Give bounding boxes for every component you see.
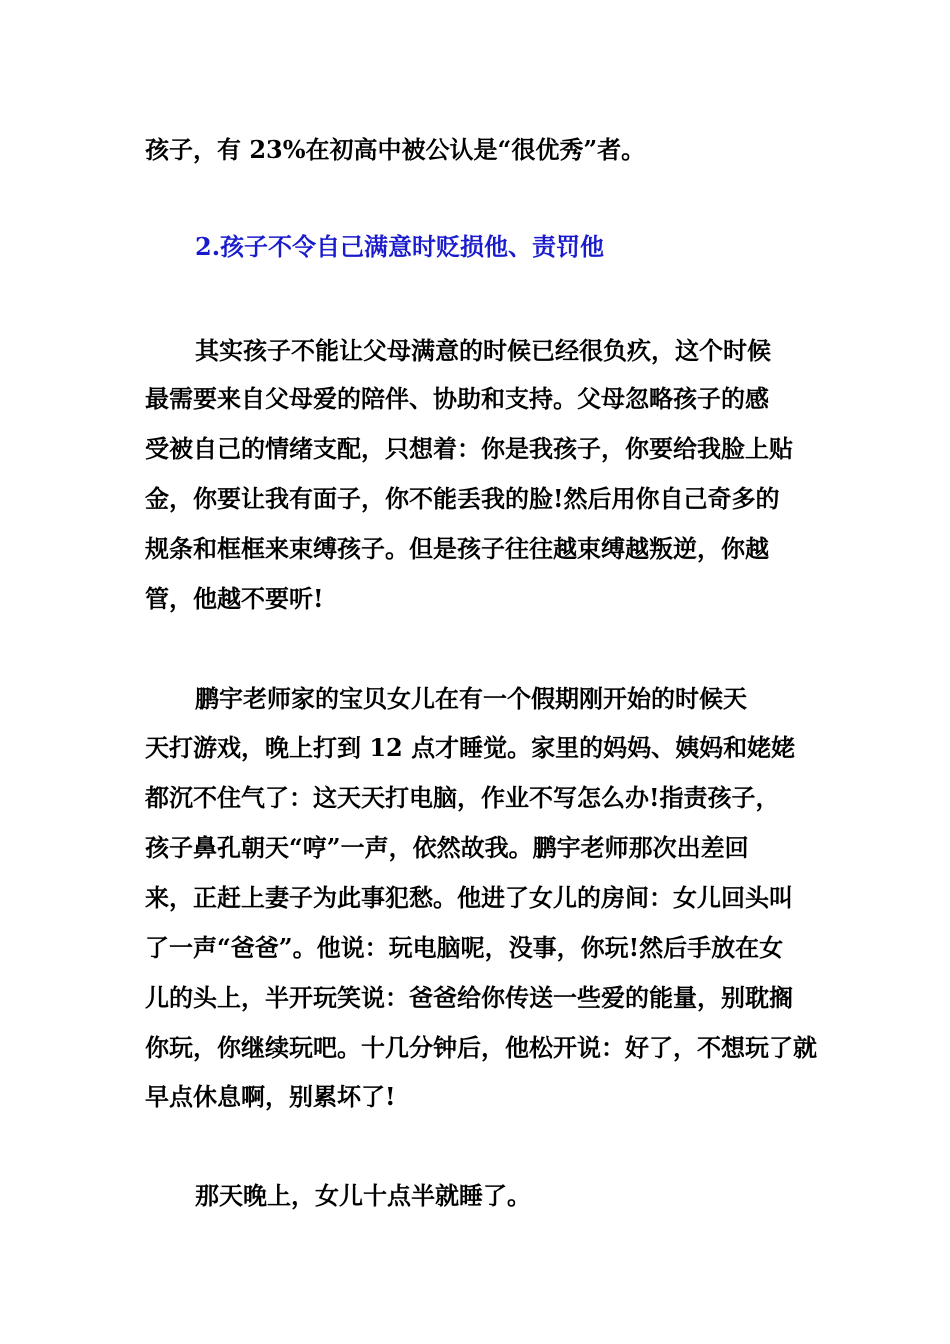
paragraph-line: 早点休息啊，别累坏了! bbox=[145, 1082, 396, 1111]
paragraph-line: 金，你要让我有面子，你不能丢我的脸!然后用你自己奇多的 bbox=[145, 484, 780, 513]
paragraph-line: 规条和框框来束缚孩子。但是孩子往往越束缚越叛逆，你越 bbox=[145, 534, 769, 563]
section-heading: 2.孩子不令自己满意时贬损他、责罚他 bbox=[195, 232, 605, 261]
paragraph-line: 其实孩子不能让父母满意的时候已经很负疚，这个时候 bbox=[195, 336, 771, 365]
paragraph-line: 受被自己的情绪支配，只想着：你是我孩子，你要给我脸上贴 bbox=[145, 434, 793, 463]
paragraph-line: 最需要来自父母爱的陪伴、协助和支持。父母忽略孩子的感 bbox=[145, 384, 769, 413]
paragraph-line: 孩子鼻孔朝天“哼”一声，依然故我。鹏宇老师那次出差回 bbox=[145, 833, 749, 862]
paragraph-line: 鹏宇老师家的宝贝女儿在有一个假期刚开始的时候天 bbox=[195, 684, 747, 713]
paragraph-line: 了一声“爸爸”。他说：玩电脑呢，没事，你玩!然后手放在女 bbox=[145, 933, 784, 962]
paragraph-line: 儿的头上，半开玩笑说：爸爸给你传送一些爱的能量，别耽搁 bbox=[145, 983, 793, 1012]
paragraph-line: 你玩，你继续玩吧。十几分钟后，他松开说：好了，不想玩了就 bbox=[145, 1033, 817, 1062]
paragraph-line: 来，正赶上妻子为此事犯愁。他进了女儿的房间：女儿回头叫 bbox=[145, 883, 793, 912]
paragraph-line: 天打游戏，晚上打到 12 点才睡觉。家里的妈妈、姨妈和姥姥 bbox=[145, 733, 796, 762]
paragraph-3: 那天晚上，女儿十点半就睡了。 bbox=[195, 1181, 531, 1210]
paragraph-intro-tail: 孩子，有 23%在初高中被公认是“很优秀”者。 bbox=[145, 135, 646, 164]
paragraph-line: 管，他越不要听! bbox=[145, 584, 324, 613]
paragraph-line: 都沉不住气了：这天天打电脑，作业不写怎么办!指责孩子， bbox=[145, 783, 780, 812]
